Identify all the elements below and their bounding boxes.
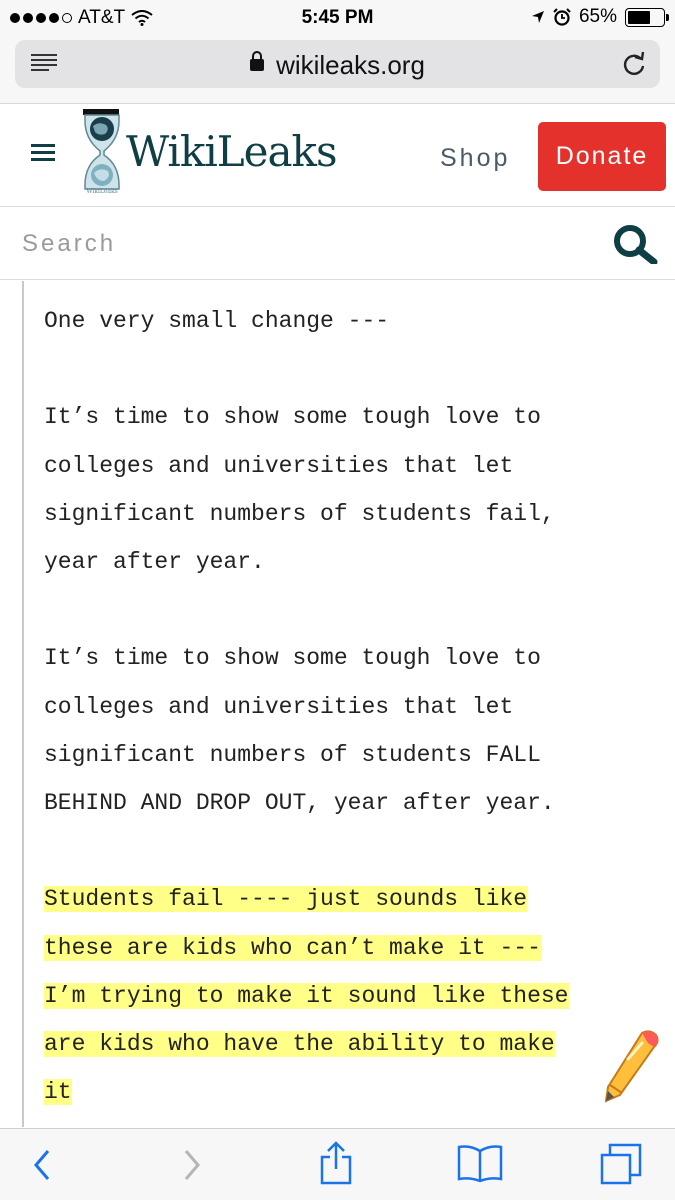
url-display[interactable] (15, 50, 660, 81)
hamburger-menu-icon[interactable] (31, 144, 55, 165)
email-line-text: significant numbers of students fail, (44, 500, 555, 527)
logo-small-text: WikiLeaks (86, 188, 118, 195)
browser-address-area (0, 34, 675, 104)
bookmarks-icon[interactable] (456, 1143, 504, 1183)
shop-link[interactable]: Shop (440, 144, 511, 172)
location-icon (531, 10, 545, 24)
email-line (44, 297, 669, 345)
forward-icon[interactable] (180, 1147, 204, 1183)
email-line-text: it (44, 1079, 72, 1106)
carrier-label: AT&T (78, 7, 126, 28)
search-input[interactable] (22, 226, 582, 262)
reload-icon[interactable] (622, 51, 646, 77)
email-line-text: are kids who have the ability to make (44, 1031, 555, 1057)
email-line-text: Students fail ---- just sounds like (44, 886, 528, 913)
email-line (44, 442, 669, 490)
search-icon[interactable] (610, 224, 660, 264)
paragraph-gap (44, 586, 669, 634)
wikileaks-hourglass-logo-icon[interactable] (82, 109, 122, 195)
tabs-icon[interactable] (598, 1141, 644, 1187)
battery-icon (625, 8, 665, 27)
email-line (44, 683, 669, 731)
email-line-text: It’s time to show some tough love to (44, 404, 541, 431)
battery-percent: 65% (578, 6, 617, 27)
highlighted-email-line (44, 875, 669, 923)
donate-button[interactable]: Donate (538, 122, 666, 191)
back-icon[interactable] (30, 1147, 54, 1183)
url-text: wikileaks.org (276, 50, 425, 80)
email-content (0, 281, 675, 1127)
address-bar[interactable] (15, 40, 660, 88)
site-header (0, 105, 675, 207)
status-time: 5:45 PM (301, 7, 374, 28)
email-line-text: significant numbers of students FALL (44, 741, 541, 768)
lock-icon (250, 59, 264, 71)
email-body (44, 297, 669, 1116)
pencil-icon[interactable] (598, 1029, 662, 1105)
email-line-text: these are kids who can’t make it --- (44, 934, 541, 961)
email-line-text: It’s time to show some tough love to (44, 645, 541, 672)
quote-bar (22, 281, 24, 1127)
email-line-text: One very small change --- (44, 308, 390, 334)
alarm-icon (553, 8, 571, 26)
highlighted-email-line (44, 1068, 669, 1116)
paragraph-gap (44, 345, 669, 393)
email-line-text: colleges and universities that let (44, 452, 514, 479)
highlighted-email-line (44, 924, 669, 972)
search-bar (0, 208, 675, 280)
email-line-text: colleges and universities that let (44, 693, 514, 720)
email-line-text: BEHIND AND DROP OUT, year after year. (44, 790, 555, 816)
email-line (44, 779, 669, 827)
site-logo-text[interactable]: WikiLeaks (126, 127, 337, 176)
share-icon[interactable] (318, 1141, 354, 1185)
email-line (44, 538, 669, 586)
highlighted-email-line (44, 1020, 669, 1068)
email-line (44, 490, 669, 538)
email-line (44, 731, 669, 779)
email-line (44, 634, 669, 682)
browser-toolbar (0, 1128, 675, 1200)
email-line-text: I’m trying to make it sound like these (44, 982, 569, 1009)
status-bar (0, 0, 675, 34)
email-line (44, 393, 669, 441)
email-line-text: year after year. (44, 549, 265, 575)
paragraph-gap (44, 827, 669, 875)
highlighted-email-line (44, 972, 669, 1020)
